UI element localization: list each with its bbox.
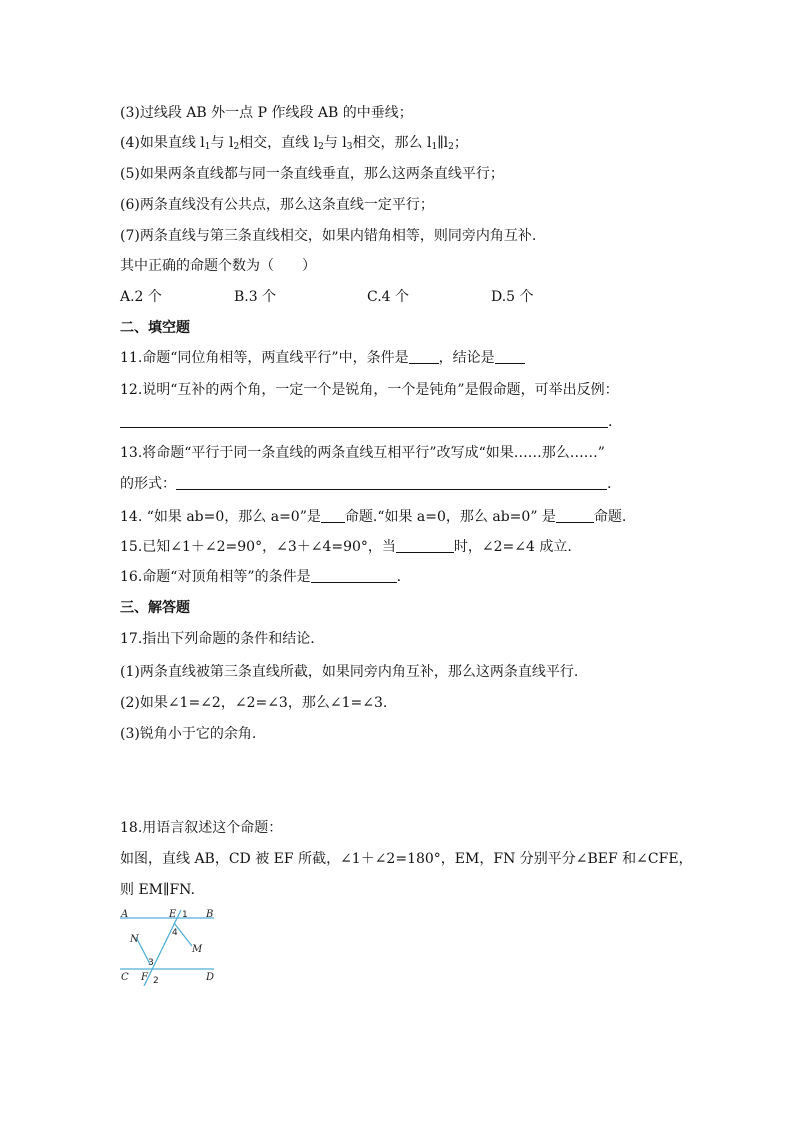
question-18: 18.用语言叙述这个命题： (120, 820, 283, 836)
question-16: 16.命题“对顶角相等”的条件是 . (120, 569, 419, 585)
angle-label-3: 3 (148, 958, 154, 968)
blank-q15[interactable] (396, 538, 454, 553)
question-17: 17.指出下列命题的条件和结论. (120, 631, 315, 647)
label-d: D (206, 972, 215, 983)
question-13: 13.将命题“平行于同一条直线的两条直线互相平行”改写成“如果……那么……” (120, 445, 605, 461)
question-14: 14. “如果 ab=0，那么 a=0”是 命题.“如果 a=0，那么 ab=0” 是 命题. (120, 509, 627, 525)
option-b: B.3 个 (234, 289, 277, 305)
angle-label-2: 2 (153, 976, 159, 986)
line-ef (144, 910, 181, 986)
blank-q16[interactable] (311, 568, 397, 583)
section-3-title: 三、解答题 (120, 600, 190, 616)
question-13-line-2: 的形式： . (120, 476, 612, 492)
blank-q14-2[interactable] (556, 508, 594, 523)
label-e: E (169, 909, 177, 920)
question-18-line-1: 如图，直线 AB，CD 被 EF 所截，∠1＋∠2=180°，EM，FN 分别平分∠BEF 和∠CFE， (120, 851, 693, 867)
blank-q12[interactable] (120, 413, 608, 428)
blank-q11-conclusion[interactable] (495, 349, 525, 364)
geometry-figure (118, 906, 222, 986)
option-d: D.5 个 (491, 289, 534, 305)
question-18-line-2: 则 EM∥FN. (120, 882, 195, 898)
q10-item-6: (6)两条直线没有公共点，那么这条直线一定平行； (120, 197, 434, 213)
question-17-part-2: (2)如果∠1=∠2，∠2=∠3，那么∠1=∠3. (120, 695, 388, 711)
q10-stem: 其中正确的命题个数为（ ） (120, 258, 316, 274)
label-m: M (192, 944, 203, 955)
option-c: C.4 个 (367, 289, 410, 305)
blank-q13[interactable] (176, 475, 607, 490)
q10-item-3: (3)过线段 AB 外一点 P 作线段 AB 的中垂线； (120, 105, 413, 121)
q10-item-5: (5)如果两条直线都与同一条直线垂直，那么这两条直线平行； (120, 166, 504, 182)
question-12: 12.说明“互补的两个角，一定一个是锐角，一个是钝角”是假命题，可举出反例： (120, 382, 619, 398)
q10-item-7: (7)两条直线与第三条直线相交，如果内错角相等，则同旁内角互补. (120, 228, 537, 244)
q10-item-4: (4)如果直线 $l_1$与 $l_2$相交，直线 $l_2$与 $l_3$相交，那么 $l_1\parallel l_2$； (120, 135, 468, 152)
question-17-part-1: (1)两条直线被第三条直线所截，如果同旁内角互补，那么这两条直线平行. (120, 664, 579, 680)
question-12-answer-line: . (120, 412, 612, 432)
blank-q14-1[interactable] (321, 508, 345, 523)
option-a: A.2 个 (120, 289, 162, 305)
section-2-title: 二、填空题 (120, 320, 190, 336)
label-f: F (141, 972, 148, 983)
question-17-part-3: (3)锐角小于它的余角. (120, 726, 257, 742)
label-n: N (130, 934, 139, 945)
angle-label-4: 4 (172, 928, 178, 938)
label-a: A (121, 909, 129, 920)
angle-label-1: 1 (182, 910, 188, 920)
question-15: 15.已知∠1＋∠2=90°，∠3＋∠4=90°，当 时，∠2=∠4 成立. (120, 539, 572, 555)
label-b: B (206, 909, 214, 920)
label-c: C (121, 972, 129, 983)
question-11: 11.命题“同位角相等，两直线平行”中，条件是 ，结论是 (120, 348, 525, 368)
blank-q11-condition[interactable] (409, 349, 439, 364)
